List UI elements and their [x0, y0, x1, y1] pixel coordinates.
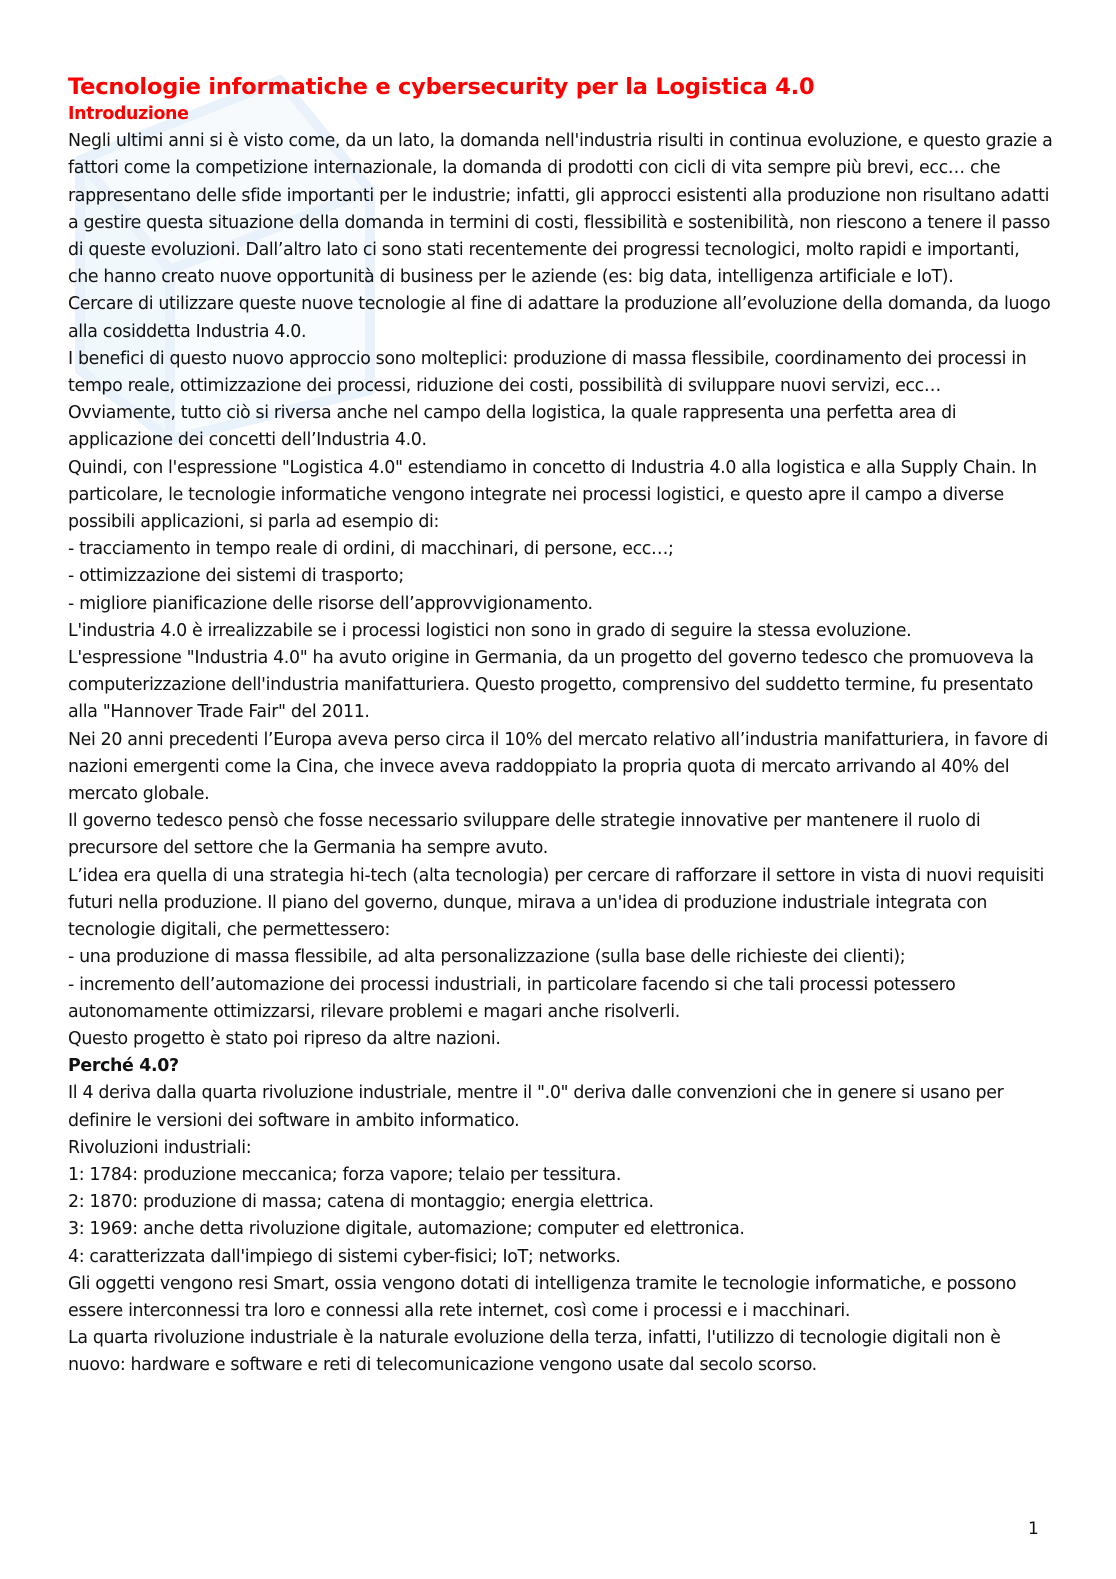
paragraph: L'industria 4.0 è irrealizzabile se i processi logistici non sono in grado di seguire la stessa evoluzione. [68, 620, 912, 641]
paragraph: La quarta rivoluzione industriale è la naturale evoluzione della terza, infatti, l'utilizzo di tecnologie digitali non è nuovo: hardware e software e reti di telecomunicazione vengono usate dal secolo scorso. [68, 1328, 1001, 1376]
paragraph: Rivoluzioni industriali: [68, 1137, 252, 1158]
paragraph: Questo progetto è stato poi ripreso da altre nazioni. [68, 1028, 501, 1049]
page-number: 1 [1028, 1519, 1039, 1539]
list-item: - tracciamento in tempo reale di ordini, di macchinari, di persone, ecc…; [68, 539, 674, 560]
paragraph: Quindi, con l'espressione "Logistica 4.0" estendiamo in concetto di Industria 4.0 alla logistica e alla Supply Chain. In particolare, le tecnologie informatiche vengono integrate nei processi logistici, e questo apre il campo a diverse possibili applicazioni, si parla ad esempio di: [68, 457, 1037, 533]
list-item: 1: 1784: produzione meccanica; forza vapore; telaio per tessitura. [68, 1164, 622, 1185]
document-body [68, 71, 1053, 1380]
paragraph: Ovviamente, tutto ciò si riversa anche nel campo della logistica, la quale rappresenta una perfetta area di applicazione dei concetti dell’Industria 4.0. [68, 403, 957, 451]
paragraph: Negli ultimi anni si è visto come, da un lato, la domanda nell'industria risulti in continua evoluzione, e questo grazie a fattori come la competizione internazionale, la domanda di prodotti con cicli di vita sempre più brevi, ecc… che rappresentano delle sfide importanti per le industrie; infatti, gli approcci esistenti alla produzione non risultano adatti a gestire questa situazione della domanda in termini di costi, flessibilità e sostenibilità, non riescono a tenere il passo di queste evoluzioni. Dall’altro lato ci sono stati recentemente dei progressi tecnologici, molto rapidi e importanti, che hanno creato nuove opportunità di business per le aziende (es: big data, intelligenza artificiale e IoT). [68, 131, 1053, 288]
list-item: - migliore pianificazione delle risorse dell’approvvigionamento. [68, 593, 593, 614]
paragraph: L'espressione "Industria 4.0" ha avuto origine in Germania, da un progetto del governo tedesco che promuoveva la computerizzazione dell'industria manifatturiera. Questo progetto, comprensivo del suddetto termine, fu presentato alla "Hannover Trade Fair" del 2011. [68, 648, 1034, 723]
list-item: - ottimizzazione dei sistemi di trasporto; [68, 566, 404, 587]
list-item: 4: caratterizzata dall'impiego di sistemi cyber-fisici; IoT; networks. [68, 1246, 621, 1267]
paragraph: Il governo tedesco pensò che fosse necessario sviluppare delle strategie innovative per mantenere il ruolo di precursore del settore che la Germania ha sempre avuto. [68, 811, 981, 859]
list-item: - una produzione di massa flessibile, ad alta personalizzazione (sulla base delle richieste dei clienti); [68, 947, 906, 968]
list-item: - incremento dell’automazione dei processi industriali, in particolare facendo si che tali processi potessero autonomamente ottimizzarsi, rilevare problemi e magari anche risolverli. [68, 974, 956, 1022]
list-item: 3: 1969: anche detta rivoluzione digitale, automazione; computer ed elettronica. [68, 1219, 745, 1240]
paragraph: Gli oggetti vengono resi Smart, ossia vengono dotati di intelligenza tramite le tecnologie informatiche, e possono essere interconnessi tra loro e connessi alla rete internet, così come i processi e i macchinari. [68, 1273, 1017, 1321]
paragraph: Il 4 deriva dalla quarta rivoluzione industriale, mentre il ".0" deriva dalle convenzioni che in genere si usano per definire le versioni dei software in ambito informatico. [68, 1083, 1004, 1131]
paragraph: Cercare di utilizzare queste nuove tecnologie al fine di adattare la produzione all’evoluzione della domanda, da luogo alla cosiddetta Industria 4.0. [68, 294, 1051, 342]
paragraph: I benefici di questo nuovo approccio sono molteplici: produzione di massa flessibile, coordinamento dei processi in tempo reale, ottimizzazione dei processi, riduzione dei costi, possibilità di sviluppare nuovi servizi, ecc… [68, 348, 1027, 397]
section-heading-introduzione: Introduzione [68, 104, 189, 124]
paragraph: L’idea era quella di una strategia hi-tech (alta tecnologia) per cercare di rafforzare il settore in vista di nuovi requisiti futuri nella produzione. Il piano del governo, dunque, mirava a un'idea di produzione industriale integrata con tecnologie digitali, che permettessero: [68, 865, 1044, 941]
document-title: Tecnologie informatiche e cybersecurity per la Logistica 4.0 [68, 74, 815, 100]
paragraph: Nei 20 anni precedenti l’Europa aveva perso circa il 10% del mercato relativo all’industria manifatturiera, in favore di nazioni emergenti come la Cina, che invece aveva raddoppiato la propria quota di mercato arrivando al 40% del mercato globale. [68, 729, 1048, 805]
list-item: 2: 1870: produzione di massa; catena di montaggio; energia elettrica. [68, 1192, 654, 1213]
section-heading-perche-4-0: Perché 4.0? [68, 1056, 179, 1077]
